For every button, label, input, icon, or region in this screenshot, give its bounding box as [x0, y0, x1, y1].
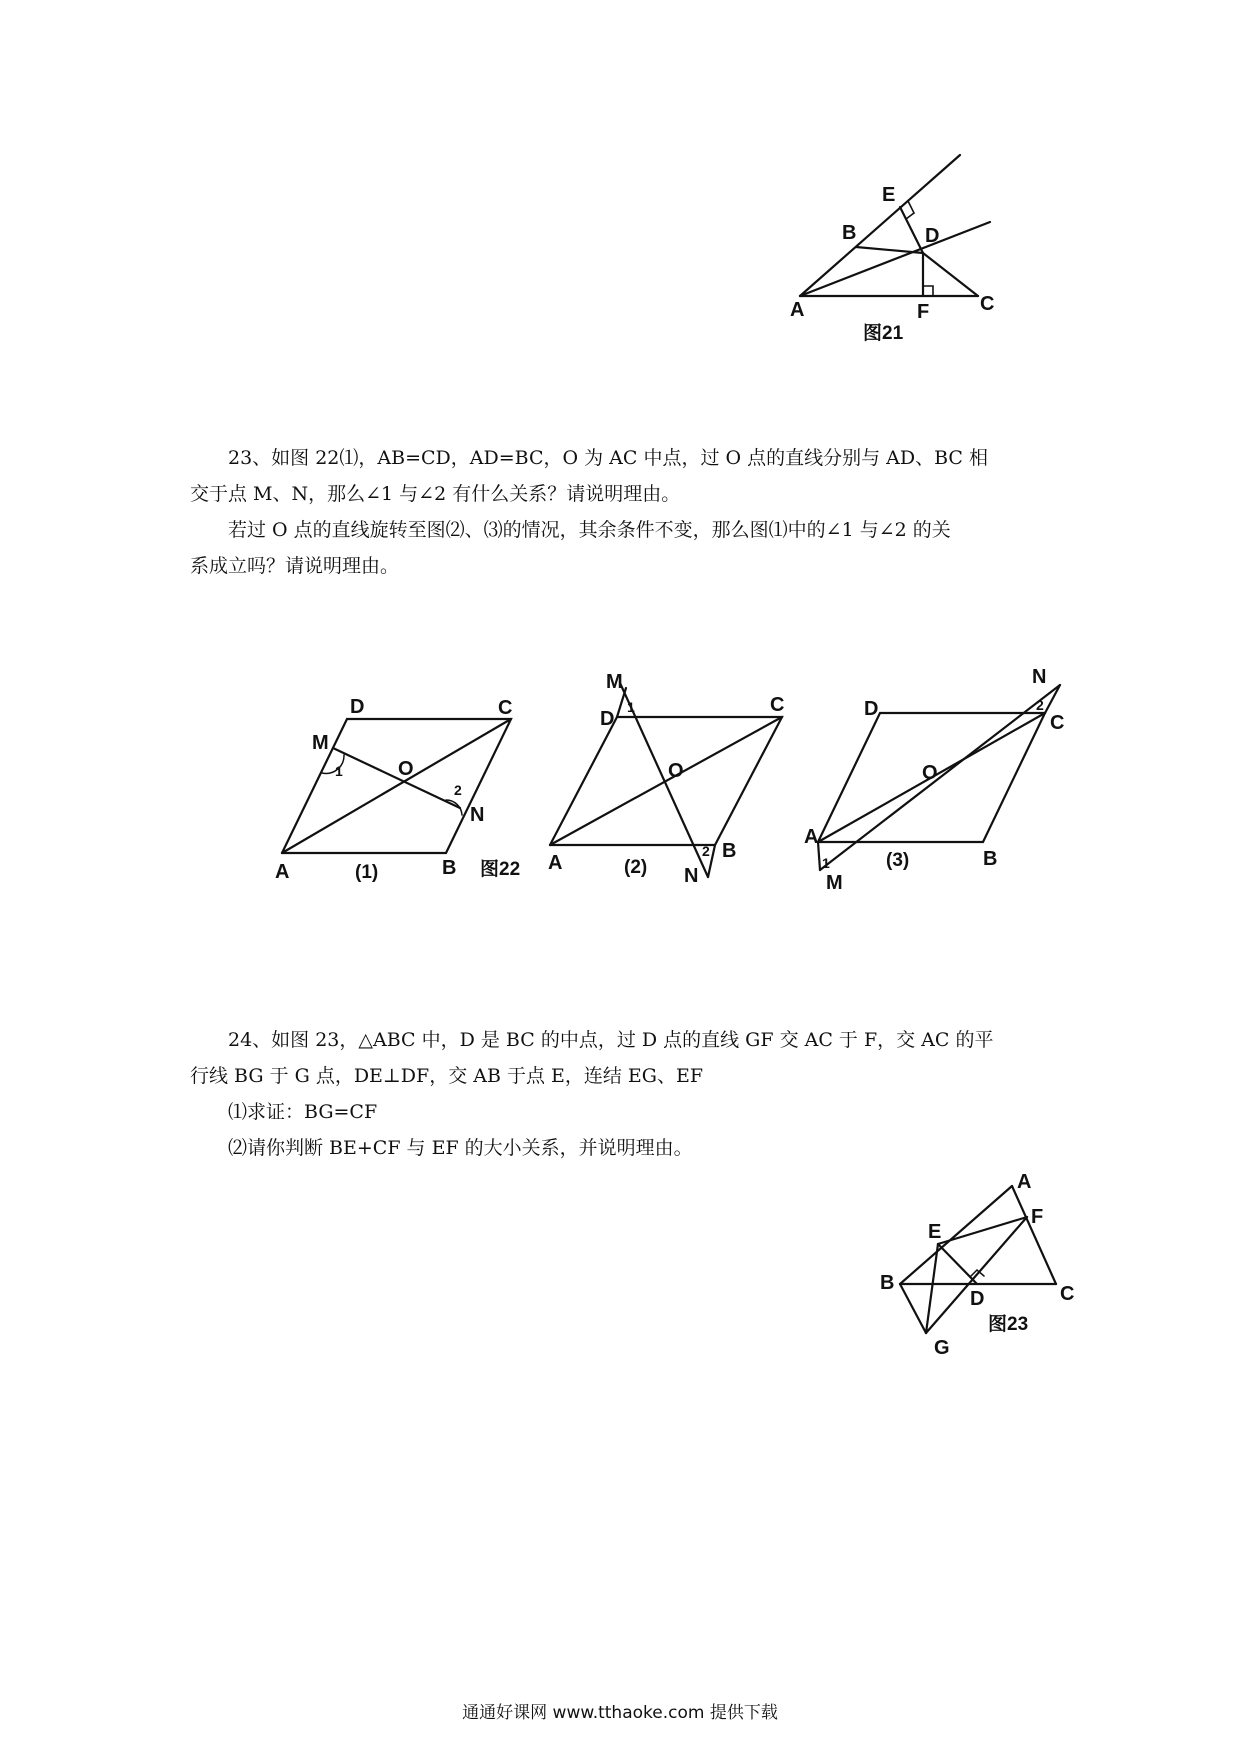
label-d-1: D — [350, 696, 365, 718]
label-n-2: N — [684, 865, 699, 887]
label-n-3: N — [1032, 666, 1047, 688]
question-23 — [190, 440, 1060, 584]
label-c: C — [1060, 1283, 1075, 1305]
label-a: A — [1017, 1171, 1032, 1193]
label-e: E — [928, 1221, 942, 1243]
question-24-line-2: 行线 BG 于 G 点，DE⊥DF，交 AB 于点 E，连结 EG、EF — [190, 1065, 704, 1087]
label-o-1: O — [398, 758, 414, 780]
figure-22-sub-1: (1) — [355, 862, 379, 883]
label-b-1: B — [442, 857, 457, 879]
label-d-3: D — [864, 698, 879, 720]
label-o-2: O — [668, 760, 684, 782]
label-b: B — [842, 222, 857, 244]
label-n-1: N — [470, 804, 485, 826]
question-24 — [190, 1022, 1060, 1094]
label-a: A — [790, 299, 805, 321]
line-ef — [938, 1217, 1027, 1244]
label-c-2: C — [770, 694, 785, 716]
label-angle-1-1: 1 — [335, 763, 343, 779]
line-bd — [856, 247, 923, 253]
label-b: B — [880, 1272, 895, 1294]
label-angle-1-2: 1 — [627, 699, 635, 715]
question-23-line-3: 若过 O 点的直线旋转至图⑵、⑶的情况，其余条件不变，那么图⑴中的∠1 与∠2 的关 — [228, 519, 951, 541]
label-m-1: M — [312, 732, 329, 754]
label-c: C — [980, 293, 995, 315]
question-24-item-1: ⑴求证：BG=CF — [228, 1101, 378, 1123]
figure-22-part-3 — [804, 666, 1064, 894]
figure-23 — [870, 1171, 1090, 1365]
figure-21-caption: 图21 — [863, 323, 904, 344]
question-23-line-4: 系成立吗？请说明理由。 — [190, 555, 400, 577]
label-d: D — [970, 1288, 985, 1310]
line-ad — [800, 222, 990, 296]
ext-c-3 — [1045, 685, 1060, 713]
label-m-2: M — [606, 671, 623, 693]
question-24-line-1: 24、如图 23，△ABC 中，D 是 BC 的中点，过 D 点的直线 GF 交 AC 于 F，交 AC 的平 — [228, 1029, 994, 1051]
question-23-line-1: 23、如图 22⑴，AB=CD，AD=BC，O 为 AC 中点，过 O 点的直线分别与 AD、BC 相 — [228, 447, 988, 469]
label-a-1: A — [275, 861, 290, 883]
right-angle-mark-e — [906, 201, 914, 219]
line-ba — [900, 1186, 1012, 1284]
label-e: E — [882, 184, 896, 206]
label-m-3: M — [826, 872, 843, 894]
line-ac — [1012, 1186, 1056, 1284]
label-g: G — [934, 1337, 950, 1359]
label-a-3: A — [804, 826, 819, 848]
right-angle-mark-f — [923, 286, 933, 296]
label-f: F — [1031, 1206, 1044, 1228]
label-b-2: B — [722, 840, 737, 862]
label-angle-2-3: 2 — [1036, 697, 1044, 713]
label-f: F — [917, 301, 930, 323]
figure-21 — [790, 150, 1030, 350]
label-angle-2-1: 2 — [454, 782, 462, 798]
figure-22 — [270, 665, 1090, 895]
line-dc — [923, 253, 978, 296]
label-b-3: B — [983, 848, 998, 870]
question-24-item-2: ⑵请你判断 BE+CF 与 EF 的大小关系，并说明理由。 — [228, 1137, 693, 1159]
figure-22-part-2 — [548, 671, 784, 887]
page-footer: 通通好课网 www.tthaoke.com 提供下载 — [462, 1703, 778, 1723]
line-bg — [900, 1284, 926, 1333]
figure-23-caption: 图23 — [988, 1314, 1029, 1335]
figure-22-part-1 — [275, 696, 520, 883]
label-c-3: C — [1050, 712, 1065, 734]
question-23-line-2: 交于点 M、N，那么∠1 与∠2 有什么关系？请说明理由。 — [190, 483, 681, 505]
label-d: D — [925, 225, 940, 247]
label-angle-2-2: 2 — [702, 843, 710, 859]
figure-22-sub-2: (2) — [624, 857, 648, 878]
figure-22-caption: 图22 — [480, 859, 521, 880]
label-d-2: D — [600, 708, 615, 730]
label-o-3: O — [922, 762, 938, 784]
line-mn-1 — [333, 748, 460, 808]
label-c-1: C — [498, 697, 513, 719]
diagonal-ac-2 — [550, 717, 782, 845]
line-ed — [938, 1244, 977, 1284]
label-angle-1-3: 1 — [822, 855, 830, 871]
label-a-2: A — [548, 852, 563, 874]
figure-22-sub-3: (3) — [886, 850, 910, 871]
